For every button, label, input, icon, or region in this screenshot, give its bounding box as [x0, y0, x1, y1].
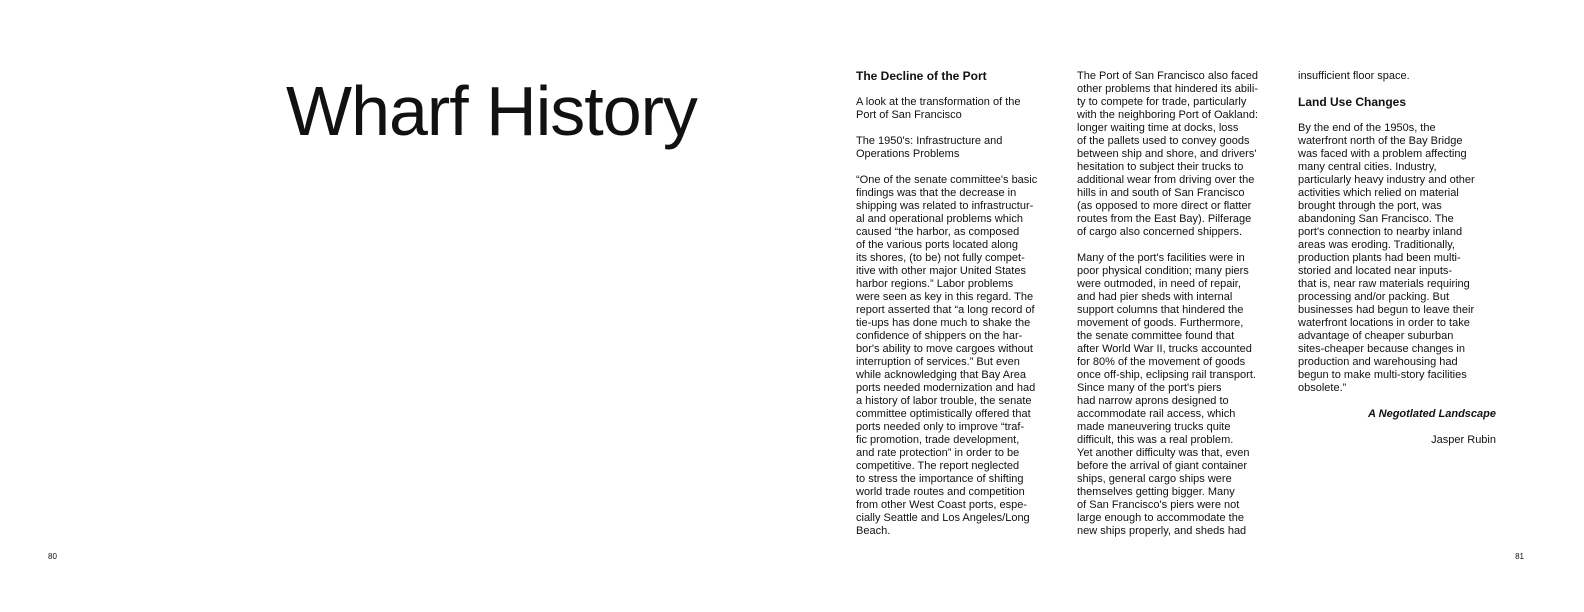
- article-heading: The Decline of the Port: [856, 69, 987, 83]
- section-heading: Land Use Changes: [1298, 95, 1407, 109]
- right-page: [792, 0, 1584, 612]
- section-heading: The 1950's: Infrastructure and Operations Problems: [856, 135, 1003, 160]
- body-paragraph: The Port of San Francisco also faced other problems that hindered its abili- ty to compete for trade, particularly with the neighboring Port of Oakland: longer waiting time at docks, loss of the pallets used to convey goods between ship and shore, and drivers' hesitation to subject their trucks to additional wear from driving over the hills in and south of San Francisco (as opposed to more direct or flatter routes from the East Bay). Pilferage of cargo also concerned shippers.: [1077, 70, 1259, 238]
- body-paragraph: By the end of the 1950s, the waterfront north of the Bay Bridge was faced with a problem affecting many central cities. Industry, particularly heavy industry and other activities which relied on material brought through the port, was abandoning San Francisco. The port's connection to nearby inland areas was eroding. Traditionally, production plants had been multi- storied and located near inputs- that is, near raw materials requiring processing and/or packing. But businesses had begun to leave their waterfront locations in order to take advantage of cheaper suburban sites-cheaper because changes in production and warehousing had begun to make multi-story facilities obsolete.”: [1298, 122, 1475, 394]
- text-column-1: [856, 70, 1054, 538]
- body-paragraph: Many of the port's facilities were in poor physical condition; many piers were outmoded, in need of repair, and had pier sheds with internal support columns that hindered the movement of goods. Furthermore, the senate committee found that after World War II, trucks accounted for 80% of the movement of goods once off-ship, eclipsing rail transport. Since many of the port's piers had narrow aprons designed to accommodate rail access, which made maneuvering trucks quite difficult, this was a real problem. Yet another difficulty was that, even before the arrival of giant container ships, general cargo ships were themselves getting bigger. Many of San Francisco's piers were not large enough to accommodate the new ships properly, and sheds had: [1077, 252, 1256, 537]
- article-subtitle: A look at the transformation of the Port of San Francisco: [856, 96, 1021, 121]
- source-title: A Negotlated Landscape: [1368, 408, 1496, 420]
- text-column-3: [1298, 70, 1496, 447]
- body-paragraph-continuation: insufficient floor space.: [1298, 70, 1410, 82]
- page-number-left: 80: [48, 552, 57, 561]
- body-paragraph: “One of the senate committee's basic findings was that the decrease in shipping was related to infrastructur- al and operational problems which caused “the harbor, as composed of the various ports located along its shores, (to be) not fully compet- itive with other major United States harbor regions.” Labor problems were seen as key in this regard. The report asserted that “a long record of tie-ups has done much to shake the confidence of shippers on the har- bor's ability to move cargoes without interruption of services.” But even while acknowledging that Bay Area ports needed modernization and had a history of labor trouble, the senate committee optimistically offered that ports needed only to improve “traf- fic promotion, trade development, and rate protection” in order to be competitive. The report neglected to stress the importance of shifting world trade routes and competition from other West Coast ports, espe- cially Seattle and Los Angeles/Long Beach.: [856, 174, 1038, 537]
- page-title: Wharf History: [286, 72, 697, 150]
- text-column-2: [1077, 70, 1275, 538]
- source-author: Jasper Rubin: [1431, 434, 1496, 446]
- page-number-right: 81: [1515, 552, 1524, 561]
